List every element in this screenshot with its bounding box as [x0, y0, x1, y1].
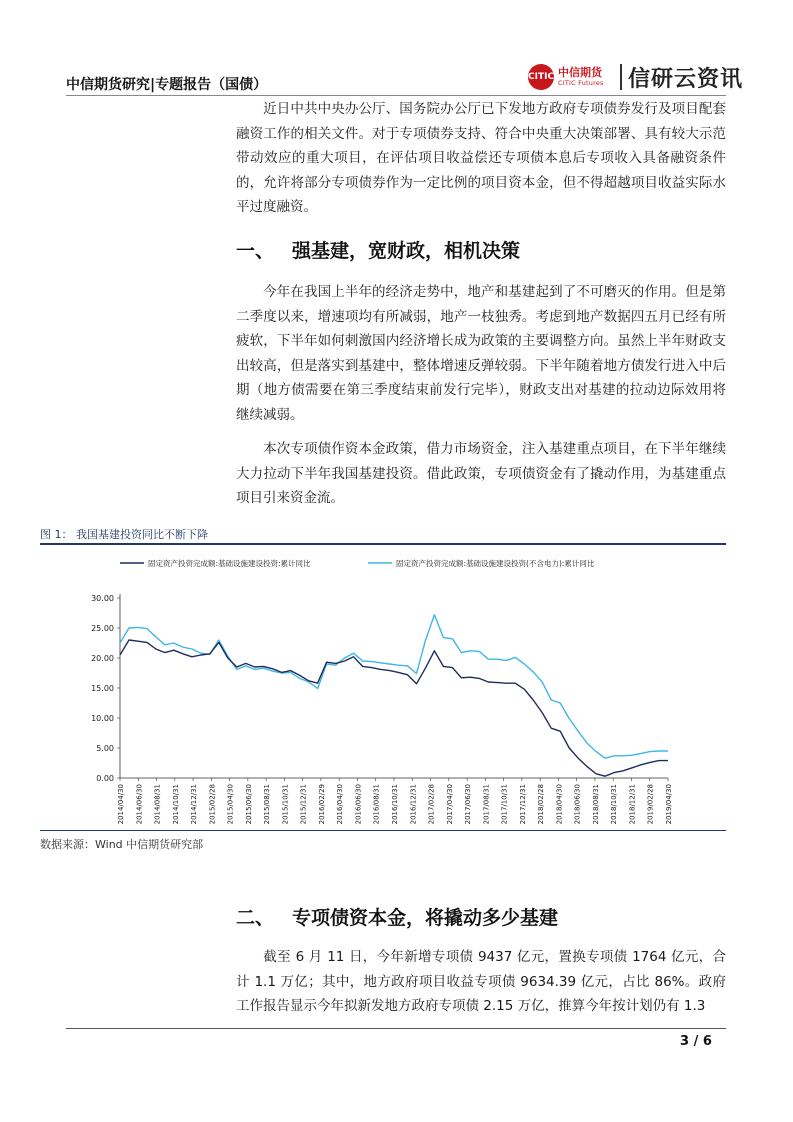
- x-tick-label: 2014/04/30: [117, 784, 125, 825]
- x-tick-label: 2017/08/31: [482, 784, 491, 825]
- logo-en-text: CITIC Futures: [558, 79, 604, 87]
- x-tick-label: 2018/08/31: [591, 784, 600, 825]
- x-tick-label: 2019/02/28: [646, 784, 655, 825]
- x-tick-label: 2018/12/31: [628, 784, 637, 825]
- x-tick-label: 2019/04/30: [665, 784, 673, 825]
- y-tick-label: 0.00: [96, 774, 114, 783]
- x-tick-label: 2015/12/31: [299, 784, 308, 825]
- section-heading-2: 二、 专项债资本金，将撬动多少基建: [236, 907, 559, 929]
- y-tick-label: 10.00: [91, 714, 114, 723]
- footer-divider: [66, 1028, 726, 1029]
- section-heading-1: 一、 强基建，宽财政，相机决策: [236, 240, 521, 262]
- y-tick-label: 30.00: [91, 594, 114, 603]
- y-tick-label: 20.00: [91, 654, 114, 663]
- x-tick-label: 2018/06/30: [573, 784, 582, 825]
- x-tick-label: 2015/04/30: [226, 784, 235, 825]
- x-tick-label: 2016/06/30: [354, 784, 363, 825]
- x-tick-label: 2015/06/30: [244, 784, 253, 825]
- y-tick-label: 5.00: [96, 744, 114, 753]
- header-divider: [66, 95, 726, 96]
- figure-source: 数据来源：Wind 中信期货研究部: [40, 838, 204, 851]
- report-header-title: 中信期货研究|专题报告（国债）: [66, 77, 268, 93]
- x-tick-label: 2018/04/30: [555, 784, 564, 825]
- series-line-2: [120, 615, 668, 758]
- infrastructure-investment-chart: [40, 545, 726, 830]
- y-tick-label: 25.00: [91, 624, 114, 633]
- x-tick-label: 2017/12/31: [518, 784, 527, 825]
- x-tick-label: 2014/12/31: [190, 784, 199, 825]
- paragraph-economy: 今年在我国上半年的经济走势中，地产和基建起到了不可磨灭的作用。但是第二季度以来，增速项均有所减弱，地产一枝独秀。考虑到地产数据四五月已经有所疲软，下半年如何刺激国内经济增长成为政策的主要调整方向。虽然上半年财政支出较高，但是落实到基建中，整体增速反弹较弱。下半年随着地方债发行进入中后期（地方债需要在第三季度结束前发行完毕），财政支出对基建的拉动边际效用将继续减弱。: [236, 284, 726, 423]
- x-tick-label: 2016/12/31: [409, 784, 418, 825]
- x-tick-label: 2017/10/31: [500, 784, 509, 825]
- logo-cn-text: 中信期货: [558, 66, 602, 79]
- x-tick-label: 2017/04/30: [445, 784, 454, 825]
- x-tick-label: 2015/08/31: [263, 784, 272, 825]
- legend-label-1: 固定资产投资完成额:基础设施建设投资:累计同比: [148, 559, 311, 568]
- logo-separator: [620, 64, 622, 90]
- citic-logo: [528, 62, 748, 94]
- citic-logo-mark: CITIC: [528, 64, 554, 90]
- x-tick-label: 2018/02/28: [537, 784, 546, 825]
- x-tick-label: 2014/10/31: [171, 784, 180, 825]
- logo-brand-text: 信研云资讯: [628, 67, 744, 92]
- x-tick-label: 2016/10/31: [391, 784, 399, 825]
- x-tick-label: 2015/10/31: [281, 784, 290, 825]
- figure-bottom-rule: [40, 830, 726, 831]
- x-tick-label: 2017/02/28: [427, 784, 436, 825]
- paragraph-intro: 近日中共中央办公厅、国务院办公厅已下发地方政府专项债券发行及项目配套融资工作的相关文件。对于专项债券支持、符合中央重大决策部署、具有较大示范带动效应的重大项目，在评估项目收益偿还专项债本息后专项收入具备融资条件的，允许将部分专项债券作为一定比例的项目资本金，但不得超越项目收益实际水平过度融资。: [236, 101, 726, 215]
- x-tick-label: 2016/04/30: [336, 784, 345, 825]
- figure-title: 图 1： 我国基建投资同比不断下降: [40, 528, 208, 541]
- legend-label-2: 固定资产投资完成额:基础设施建设投资(不含电力):累计同比: [396, 559, 595, 568]
- series-line-1: [120, 640, 668, 776]
- x-tick-label: 2014/08/31: [153, 784, 162, 825]
- x-tick-label: 2014/06/30: [135, 784, 144, 825]
- paragraph-policy: 本次专项债作资本金政策，借力市场资金，注入基建重点项目，在下半年继续大力拉动下半年我国基建投资。借此政策，专项债资金有了撬动作用，为基建重点项目引来资金流。: [236, 441, 726, 506]
- x-tick-label: 2016/08/31: [372, 784, 381, 825]
- paragraph-special-bonds: 截至 6 月 11 日，今年新增专项债 9437 亿元，置换专项债 1764 亿元，合计 1.1 万亿；其中，地方政府项目收益专项债 9634.39 亿元，占比 86%。政府工作报告显示今年拟新发地方政府专项债 2.15 万亿，推算今年按计划仍有 1.3: [236, 949, 726, 1014]
- page-number: 3 / 6: [680, 1034, 712, 1049]
- x-tick-label: 2015/02/28: [208, 784, 217, 825]
- x-tick-label: 2018/10/31: [610, 784, 619, 825]
- x-tick-label: 2016/02/29: [317, 784, 326, 825]
- x-tick-label: 2017/06/30: [464, 784, 473, 825]
- y-tick-label: 15.00: [91, 684, 114, 693]
